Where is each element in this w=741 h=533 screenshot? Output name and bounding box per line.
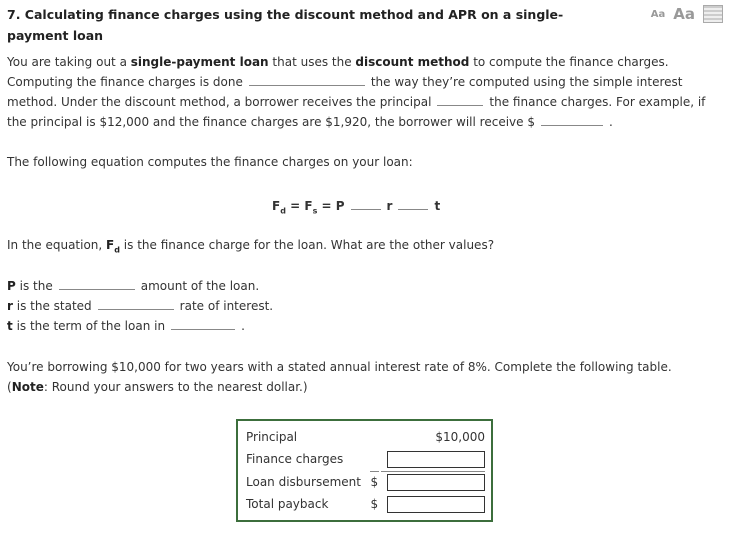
principal-relation-dropdown[interactable] — [437, 92, 483, 106]
text: In the equation, — [7, 238, 107, 252]
table-row — [246, 427, 485, 447]
sub: s — [312, 206, 318, 216]
definitions — [7, 276, 732, 336]
eq: = — [285, 199, 305, 213]
method-comparison-dropdown[interactable] — [249, 72, 365, 86]
t-definition-dropdown[interactable] — [171, 316, 235, 330]
principal-value: $10,000 — [435, 430, 485, 444]
equation-intro: The following equation computes the finance charges on your loan: — [7, 155, 413, 169]
fd: F — [106, 238, 115, 252]
sub: d — [114, 245, 120, 255]
text: the finance charges. For example, if — [489, 95, 706, 109]
text: the principal is $12,000 and the finance charges are $1,920, the borrower will receive $ — [7, 115, 535, 129]
eq: = P — [317, 199, 345, 213]
decrease-font-button[interactable]: Aa — [650, 8, 666, 20]
note-label: Note — [11, 380, 44, 394]
table-row — [246, 449, 485, 469]
bold-text: single-payment loan — [130, 55, 269, 69]
p-definition-dropdown[interactable] — [59, 276, 135, 290]
question-title: 7. Calculating finance charges using the discount method and APR on a single-payment loan — [7, 7, 564, 43]
text: rate of interest. — [179, 299, 274, 313]
question-text — [7, 235, 732, 260]
text: amount of the loan. — [140, 279, 260, 293]
text: is the term of the loan in — [12, 319, 166, 333]
scenario-text — [7, 357, 732, 397]
text: You’re borrowing $10,000 for two years with a stated annual interest rate of 8%. Complete the following table. — [7, 360, 672, 374]
var: P — [7, 279, 16, 293]
increase-font-button[interactable]: Aa — [673, 5, 695, 23]
text: is the stated — [12, 299, 92, 313]
text: method. Under the discount method, a borrower receives the principal — [7, 95, 432, 109]
toolbar — [651, 5, 723, 23]
disbursement-label: Loan disbursement — [246, 474, 361, 489]
text: is the finance charge for the loan. What are the other values? — [119, 238, 495, 252]
text: Computing the finance charges is done — [7, 75, 243, 89]
text: the way they’re computed using the simple interest — [370, 75, 683, 89]
text: that uses the — [268, 55, 356, 69]
text: ( — [7, 380, 12, 394]
operator-dropdown-1[interactable] — [351, 196, 381, 210]
sub: d — [280, 206, 286, 216]
text: is the — [15, 279, 53, 293]
equation — [272, 196, 440, 221]
bold-text: discount method — [355, 55, 470, 69]
received-amount-dropdown[interactable] — [541, 112, 603, 126]
print-icon[interactable] — [703, 5, 723, 23]
operator-dropdown-2[interactable] — [398, 196, 428, 210]
r: r — [386, 199, 393, 213]
total-payback-input[interactable] — [387, 496, 485, 513]
currency: $ — [370, 497, 379, 511]
var: t — [7, 319, 13, 333]
loan-table — [236, 419, 493, 522]
r-definition-dropdown[interactable] — [98, 296, 174, 310]
table-row — [246, 494, 485, 514]
text: You are taking out a — [7, 55, 131, 69]
text: . — [608, 115, 613, 129]
var: r — [7, 299, 13, 313]
fd: F — [272, 199, 281, 213]
principal-label: Principal — [246, 430, 298, 444]
text: : Round your answers to the nearest dollar.) — [43, 380, 308, 394]
text: . — [241, 319, 245, 333]
t: t — [434, 199, 441, 213]
finance-charges-input[interactable] — [387, 451, 485, 468]
loan-disbursement-input[interactable] — [387, 474, 485, 491]
payback-label: Total payback — [246, 497, 329, 511]
currency: $ — [370, 471, 378, 492]
table-row — [246, 471, 485, 492]
fs: F — [304, 199, 313, 213]
finance-label: Finance charges — [246, 452, 344, 466]
text: to compute the finance charges. — [469, 55, 669, 69]
intro-paragraph — [7, 52, 732, 132]
